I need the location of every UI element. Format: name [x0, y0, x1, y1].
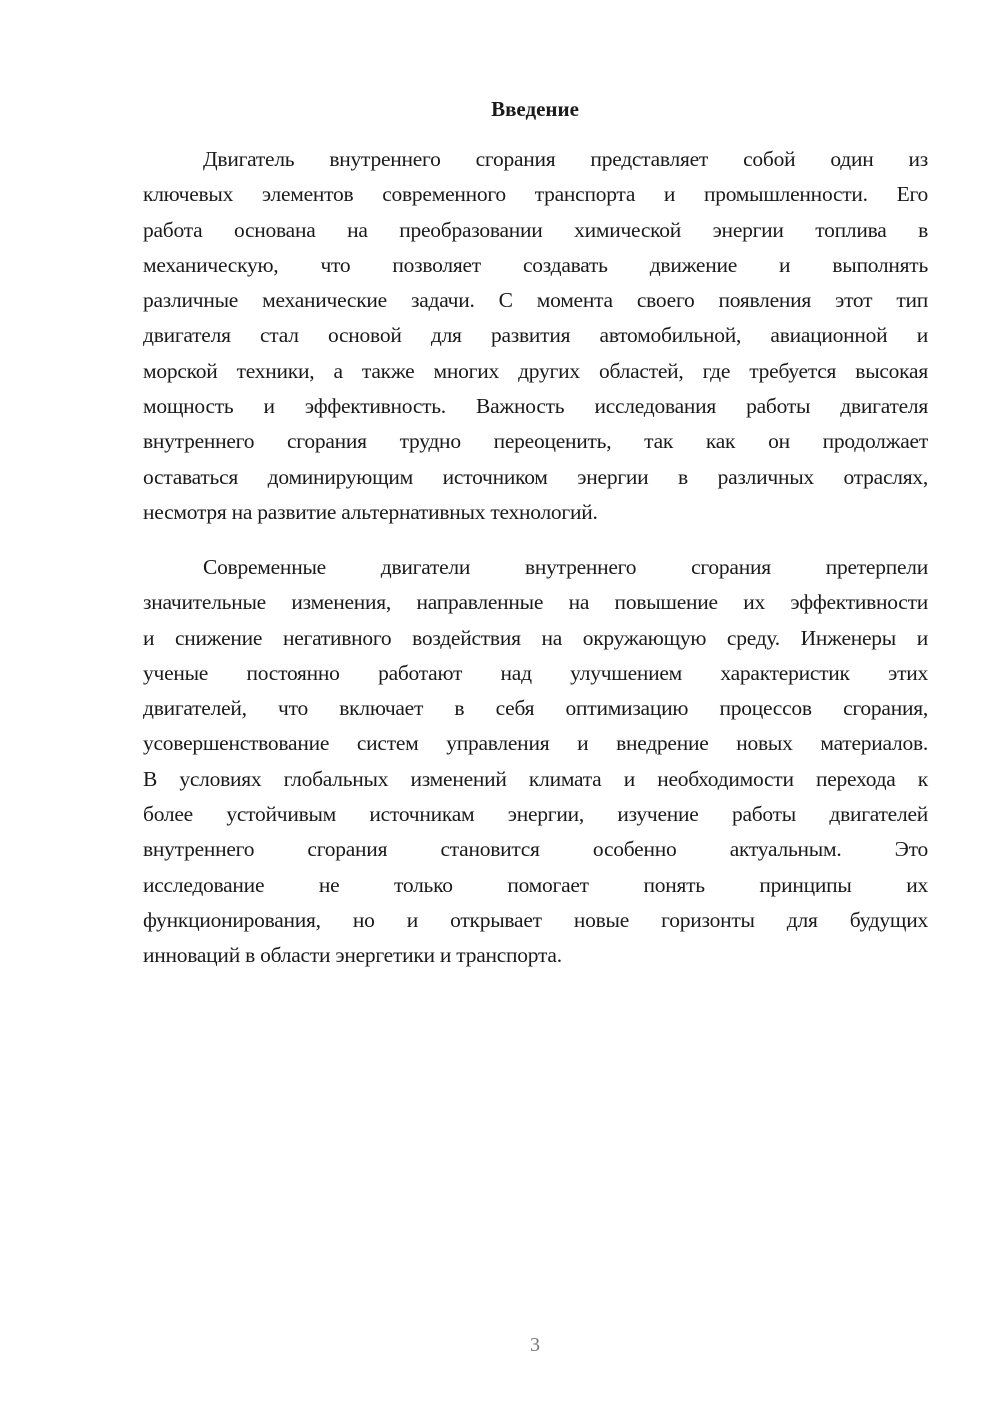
text-line: внутреннего сгорания становится особенно актуальным. Это [143, 837, 928, 862]
text-line: функционирования, но и открывает новые горизонты для будущих [143, 907, 928, 932]
text-line: В условиях глобальных изменений климата и необходимости перехода к [143, 766, 928, 791]
text-line: двигателя стал основой для развития автомобильной, авиационной и [143, 323, 928, 348]
text-line: двигателей, что включает в себя оптимизацию процессов сгорания, [143, 696, 928, 721]
text-line: ученые постоянно работают над улучшением характеристик этих [143, 660, 928, 685]
text-line: внутреннего сгорания трудно переоценить, так как он продолжает [143, 429, 928, 454]
section-title: Введение [491, 97, 579, 121]
text-line: усовершенствование систем управления и внедрение новых материалов. [143, 731, 928, 756]
text-line: механическую, что позволяет создавать движение и выполнять [143, 252, 928, 277]
text-line: мощность и эффективность. Важность исследования работы двигателя [143, 394, 928, 419]
text-line: работа основана на преобразовании химической энергии топлива в [143, 217, 928, 242]
text-line: несмотря на развитие альтернативных технологий. [143, 499, 598, 524]
page-number: 3 [530, 1334, 540, 1356]
text-line: Современные двигатели внутреннего сгорания претерпели [203, 555, 928, 579]
text-line: значительные изменения, направленные на повышение их эффективности [143, 590, 928, 615]
paragraph-1 [143, 142, 928, 530]
text-line: Двигатель внутреннего сгорания представляет собой один из [203, 147, 928, 171]
text-line: инноваций в области энергетики и транспорта. [143, 943, 562, 968]
text-line: оставаться доминирующим источником энергии в различных отраслях, [143, 464, 928, 489]
text-line: исследование не только помогает понять принципы их [143, 872, 928, 897]
paragraph-2 [143, 550, 928, 974]
text-line: ключевых элементов современного транспорта и промышленности. Его [143, 182, 928, 207]
text-line: и снижение негативного воздействия на окружающую среду. Инженеры и [143, 625, 928, 650]
text-line: более устойчивым источникам энергии, изучение работы двигателей [143, 802, 928, 827]
text-line: различные механические задачи. С момента своего появления этот тип [143, 288, 928, 313]
text-line: морской техники, а также многих других областей, где требуется высокая [143, 358, 928, 383]
